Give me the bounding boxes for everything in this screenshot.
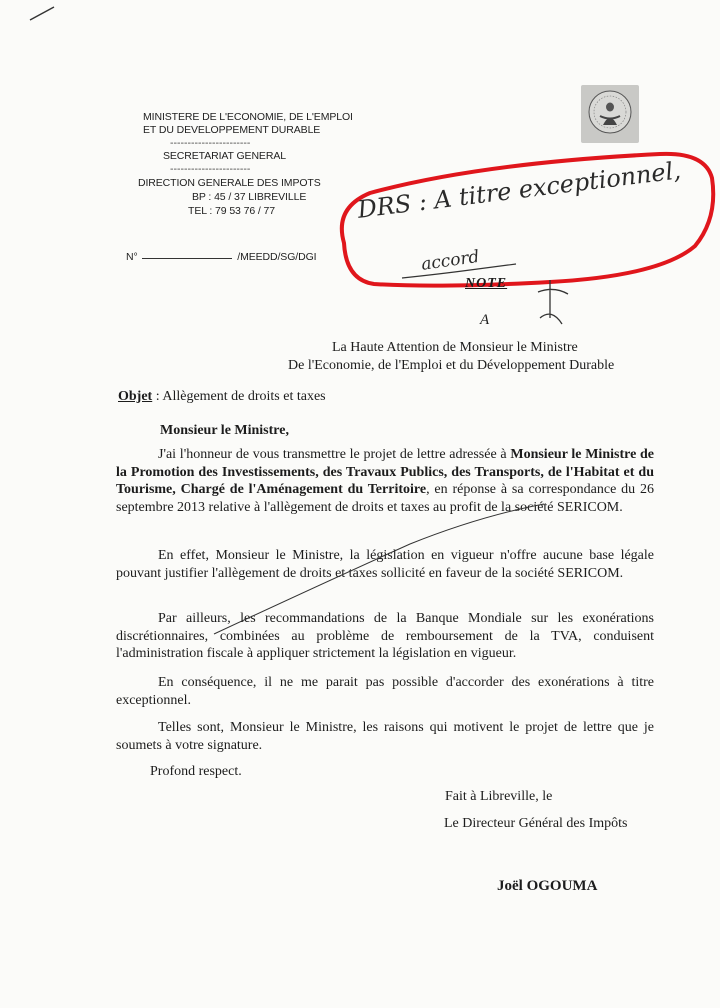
paragraph-1-text-a: J'ai l'honneur de vous transmettre le projet de lettre adressée à (158, 447, 511, 462)
paragraph-2: En effet, Monsieur le Ministre, la législation en vigueur n'offre aucune base légale pouvant justifier l'allègement de droits et taxes sollicité en faveur de la société SERICOM. (116, 548, 654, 581)
pen-stroke (210, 500, 550, 640)
corner-mark (28, 4, 58, 22)
paragraph-4: En conséquence, il ne me parait pas possible d'accorder des exonérations à titre exceptionnel. (116, 675, 654, 708)
reference-suffix: /MEEDD/SG/DGI (237, 251, 317, 263)
paragraph-3: Par ailleurs, les recommandations de la Banque Mondiale sur les exonérations discrétionnaires, combinées au problème de remboursement de la TVA, conduisent l'administration fiscale à appliquer strictement la législation en vigueur. (116, 611, 654, 661)
reference-blank (142, 258, 232, 259)
closing: Profond respect. (150, 764, 242, 779)
object-line (118, 389, 326, 405)
direction-label: DIRECTION GENERALE DES IMPOTS (138, 177, 321, 189)
reference-prefix: N° (126, 251, 138, 263)
addressee-line1: La Haute Attention de Monsieur le Ministre (332, 340, 578, 355)
initials-mark (532, 278, 572, 328)
handwritten-note-line2: accord (420, 246, 481, 275)
ministry-line1: MINISTERE DE L'ECONOMIE, DE L'EMPLOI (143, 111, 353, 123)
secretariat-label: SECRETARIAT GENERAL (163, 150, 286, 162)
salutation: Monsieur le Ministre, (160, 423, 289, 438)
addressee-line2: De l'Economie, de l'Emploi et du Développement Durable (288, 358, 615, 373)
paragraph-1-addressee: Monsieur le Ministre de la Promotion des Investissements, des Travaux Publics, des Transports, de l'Habitat et du Tourisme, Chargé de l'Aménagement du Territoire (116, 447, 655, 497)
signature-place: Fait à Libreville, le (445, 789, 553, 804)
handwritten-note-line1: DRS : A titre exceptionnel, (356, 156, 683, 224)
note-title: NOTE (465, 276, 508, 291)
object-label: Objet (118, 389, 153, 404)
tel-label: TEL : 79 53 76 / 77 (188, 205, 276, 217)
object-text: : Allègement de droits et taxes (152, 389, 326, 404)
ministry-line2: ET DU DEVELOPPEMENT DURABLE (143, 124, 321, 136)
note-to: A (480, 312, 490, 328)
header-separator: ----------------------- (170, 137, 251, 149)
header-separator: ----------------------- (170, 163, 251, 175)
paragraph-1-text-b: , en réponse à sa correspondance du 26 septembre 2013 relative à l'allègement de droits et taxes au profit de la société SERICOM. (116, 482, 654, 515)
gabon-coat-of-arms-icon (581, 85, 639, 143)
reference-number (126, 251, 356, 267)
signature-title: Le Directeur Général des Impôts (444, 816, 628, 831)
seal-box (581, 85, 639, 143)
signatory-name: Joël OGOUMA (497, 878, 598, 894)
paragraph-5: Telles sont, Monsieur le Ministre, les raisons qui motivent le projet de lettre que je soumets à votre signature. (116, 720, 654, 753)
bp-label: BP : 45 / 37 LIBREVILLE (192, 191, 307, 203)
